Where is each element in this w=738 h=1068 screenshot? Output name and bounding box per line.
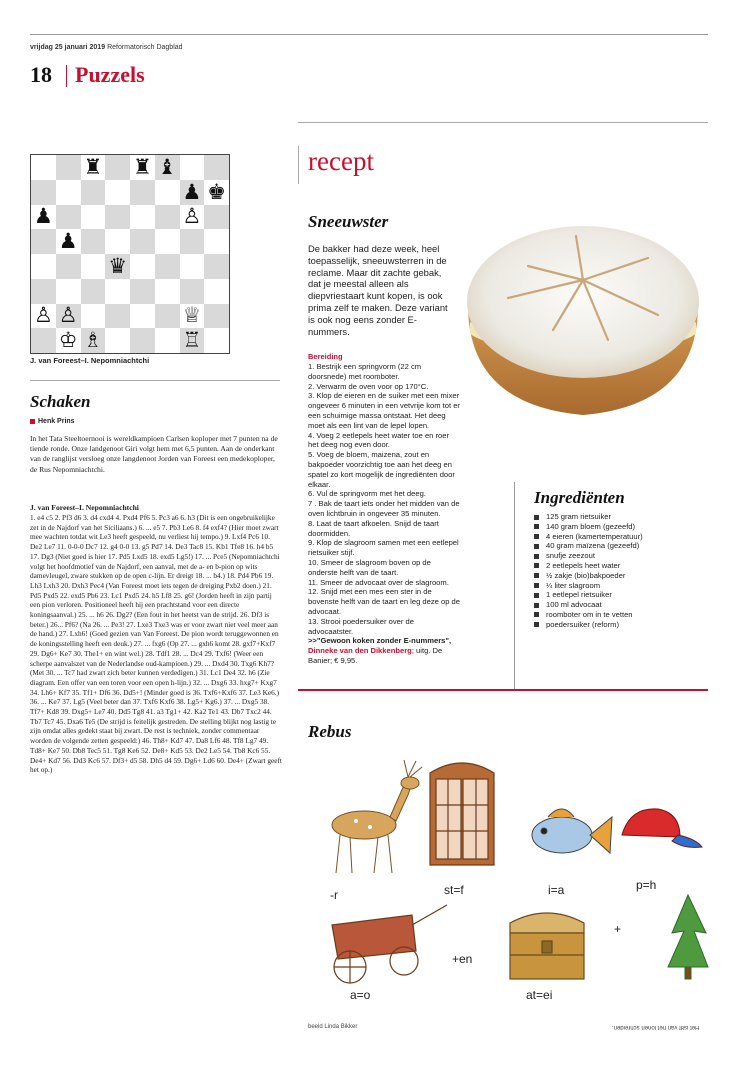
ingredient-item: poedersuiker (reform): [534, 620, 704, 630]
book-author: Dinneke van den Dikkenberg: [308, 645, 412, 655]
chess-board: [30, 154, 230, 354]
board-square: [130, 279, 155, 304]
author-marker: [30, 419, 35, 424]
board-square: [204, 155, 229, 180]
board-square: [56, 205, 81, 230]
image-credit: beeld Linda Bikker: [308, 1024, 358, 1030]
ingredient-item: 40 gram maïzena (gezeefd): [534, 541, 704, 551]
chess-author: [30, 418, 75, 425]
rebus-title: Rebus: [308, 722, 352, 741]
board-square: [130, 180, 155, 205]
tree-illustration: [668, 895, 708, 979]
header-divider: [66, 65, 67, 87]
book-publisher: ; uitg. De Banier; € 9,95.: [308, 645, 443, 665]
ingredient-item: ½ zakje (bio)bakpoeder: [534, 571, 704, 581]
chess-piece: ♟: [31, 205, 56, 230]
rebus-label-6: a=o: [350, 988, 371, 1002]
board-square: [81, 304, 106, 329]
ingredient-item: 100 ml advocaat: [534, 600, 704, 610]
chest-illustration: [510, 913, 584, 979]
board-square: [105, 205, 130, 230]
board-square: [204, 254, 229, 279]
top-rule: [30, 34, 708, 35]
section-title: Puzzels: [75, 62, 145, 87]
chess-piece: ♗: [81, 328, 106, 353]
author-name: Henk Prins: [38, 418, 75, 425]
board-square: [155, 254, 180, 279]
board-square: [130, 304, 155, 329]
ingredient-item: 125 gram rietsuiker: [534, 512, 704, 522]
game-title: J. van Foreest–I. Nepomniachtchi: [30, 503, 139, 512]
rebus-label-5: +en: [452, 952, 473, 966]
board-square: [155, 229, 180, 254]
board-square: [130, 205, 155, 230]
chess-piece: ♜: [130, 155, 155, 180]
chess-piece: ♙: [31, 304, 56, 329]
board-square: [180, 155, 205, 180]
recipe-kicker: recept: [308, 146, 374, 176]
rebus-label-4: p=h: [636, 878, 657, 892]
board-square: [105, 279, 130, 304]
dateline: [30, 44, 183, 51]
ingredient-item: roomboter om in te vetten: [534, 610, 704, 620]
board-square: [105, 304, 130, 329]
board-square: [31, 328, 56, 353]
chess-title: Schaken: [30, 392, 91, 411]
deer-illustration: [332, 760, 422, 873]
ingredient-item: 140 gram bloem (gezeefd): [534, 522, 704, 532]
chess-piece: ♟: [56, 229, 81, 254]
board-square: [130, 229, 155, 254]
rebus-label-2: st=f: [444, 883, 464, 897]
board-square: [204, 229, 229, 254]
ingredients-list: [534, 512, 704, 630]
board-square: [105, 229, 130, 254]
chess-rule: [30, 380, 280, 381]
board-square: [81, 229, 106, 254]
cabinet-illustration: [430, 763, 494, 865]
board-square: [180, 229, 205, 254]
book-title: >>"Gewoon koken zonder E-nummers",: [308, 636, 452, 645]
board-caption: J. van Foreest–I. Nepomniachtchi: [30, 356, 150, 365]
board-square: [105, 155, 130, 180]
board-square: [56, 180, 81, 205]
chess-piece: ♛: [105, 254, 130, 279]
recipe-intro: De bakker had deze week, heel toepasselijk, sneeuwsterren in de reclame. Maar dit zachte gebak, dat je meestal alleen als diepvriestaart kunt kopen, is ook prima zelf te maken. Deze variant is ook nog eens zonder E-nummers.: [308, 243, 448, 337]
board-square: [204, 279, 229, 304]
rebus-label-8: +: [614, 922, 622, 936]
ingredient-item: 2 eetlepels heet water: [534, 561, 704, 571]
chess-piece: ♟: [180, 180, 205, 205]
board-square: [130, 328, 155, 353]
cap-illustration: [622, 809, 702, 848]
recipe-steps: 1. Bestrijk een springvorm (22 cm doorsnede) met roomboter. 2. Verwarm de oven voor op 170°C. 3. Klop de eieren en de suiker met een mixer ongeveer 6 minuten in een vetvrije kom tot er een schuimige massa ontstaat. Het deeg moet als een lint van de lepel lopen. 4. Voeg 2 eetlepels heet water toe en roer het deeg nog even door. 5. Voeg de bloem, maizena, zout en bakpoeder voorzichtig toe aan het deeg en spatel zo kort mogelijk de ingrediënten door elkaar. 6. Vul de springvorm met het deeg. 7 . Bak de taart iets onder het midden van de oven lichtbruin in ongeveer 35 minuten. 8. Laat de taart afkoelen. Snijd de taart doormidden. 9. Klop de slagroom samen met een eetlepel rietsuiker stijf. 10. Smeer de slagroom boven op de onderste helft van de taart. 11. Smeer de advocaat over de slagroom. 12. Snijd met een mes een ster in de bovenste helft van de taart en leg deze op de advocaat. 13. Strooi poedersuiker over de advocaatster.: [308, 362, 460, 636]
board-square: [105, 328, 130, 353]
rebus-label-7: at=ei: [526, 988, 553, 1002]
cake-top: [467, 226, 699, 378]
board-square: [81, 180, 106, 205]
board-square: [105, 180, 130, 205]
wagon-illustration: [332, 905, 447, 983]
board-square: [81, 279, 106, 304]
page-number: 18: [30, 62, 52, 87]
board-square: [81, 205, 106, 230]
date: vrijdag 25 januari 2019: [30, 44, 106, 51]
ingredient-item: ¼ liter slagroom: [534, 581, 704, 591]
board-square: [180, 254, 205, 279]
ingredients-title: Ingrediënten: [534, 488, 625, 507]
board-square: [56, 254, 81, 279]
board-square: [155, 180, 180, 205]
chess-piece: ♖: [180, 328, 205, 353]
board-square: [31, 155, 56, 180]
board-square: [155, 205, 180, 230]
board-square: [180, 279, 205, 304]
cake-photo: [458, 210, 708, 425]
board-square: [31, 180, 56, 205]
board-square: [56, 155, 81, 180]
recipe-bottom-rule: [298, 689, 708, 691]
board-square: [204, 205, 229, 230]
rebus-label-3: i=a: [548, 883, 565, 897]
chess-piece: ♝: [155, 155, 180, 180]
paper-name: Reformatorisch Dagblad: [107, 44, 183, 51]
board-square: [204, 304, 229, 329]
book-credit: [308, 636, 468, 665]
ingredient-item: snufje zeezout: [534, 551, 704, 561]
board-square: [31, 254, 56, 279]
board-square: [31, 279, 56, 304]
chess-piece: ♚: [204, 180, 229, 205]
steps-heading: Bereiding: [308, 352, 343, 361]
fish-illustration: [532, 809, 612, 853]
recipe-title: Sneeuwster: [308, 212, 389, 231]
rebus-label-1: -r: [330, 888, 338, 902]
chess-piece: ♜: [81, 155, 106, 180]
board-square: [155, 304, 180, 329]
chess-piece: ♕: [180, 304, 205, 329]
ingredient-item: 4 eieren (kamertemperatuur): [534, 532, 704, 542]
chess-piece: ♔: [56, 328, 81, 353]
board-square: [155, 328, 180, 353]
chess-piece: ♙: [180, 205, 205, 230]
chess-piece: ♙: [56, 304, 81, 329]
ingredient-item: 1 eetlepel rietsuiker: [534, 590, 704, 600]
board-square: [56, 279, 81, 304]
upside-down-note: Het is8f van het lonen schreiden.: [612, 1024, 700, 1030]
board-square: [81, 254, 106, 279]
chess-intro: In het Tata Steeltoernooi is wereldkampioen Carlsen koploper met 7 punten na de tiende ronde. Onze landgenoot Giri volgt hem met 6,5 punten. Aan de onderkant van de ranglijst versloeg onze langdenoot Jorden van Foreest een medekoploper, de Rus Nepomniachtchi.: [30, 434, 278, 474]
board-square: [31, 229, 56, 254]
recipe-top-rule: [298, 122, 708, 123]
board-square: [130, 254, 155, 279]
recipe-vertical-rule: [298, 146, 299, 184]
game-moves: 1. e4 c5 2. Pf3 d6 3. d4 cxd4 4. Pxd4 Pf6 5. Pc3 a6 6. h3 (Dit is een ongebruikelijke zet in de Najdorf van het Siciliaans.) 6. ... e5 7. Pb3 Le6 8. f4 exf4? (Hier moet zwart mee wachten totdat wit Le3 heeft gespeeld, nu verliest hij tempo.) 9. Lxf4 Pc6 10. De2 Le7 11. 0-0-0 Dc7 12. g4 0-0 13. g5 Pd7 14. De3 Tac8 15. Kb1 Tfe8 16. h4 b5 17. Dg3 (Niet goed is hier 17. Pd5 Lxd5 18. exd5 Lg5!) 17. ... Pce5 (Nepomniachtchi volgt het hoofdmotief van de Najdorf, een aanval, met de a- en b-pion op wits damevleugel, zware stukken op de open c-lijn. Er dreigt 18. ... b4.) 18. Pd4 Pb6 19. Lh3 Lxh3 20. Dxh3 Pec4 (Van Foreest moet iets tegen de dreiging Pxb2 doen.) 21. Pd5 Pxd5 22. exd5 Pb6 23. Lc1 Pxd5 24. h5 Lf8 25. g6! (Jorden heeft in zijn partij een pion verloren. Positioneel heeft hij een prachtstand voor een directe koningsaanval.) 25. ... h6 26. Dg2? (Een fout in het heetst van de strijd. 26. Df3 is beter.) 26... Pf6? (Na 26. ... Pe3! 27. Lxe3 Txe3 was er voor zwart niet veel meer aan de hand.) 27. Lxh6! (Goed gezien van Van Foreest. De pion wordt teruggewonnen en de koningsstelling heeft een deuk.) 27. ... fxg6 (Op 27. ... gxh6 komt 28. gxf7+Kxf7 29. Dg6+ Ke7 30. The1+ en wint wel.) 28. Tdf1 28. ... Dc4 29. Txf6! (Weer een scherpe aanvalszet van de Nederlandse oud-kampioen.) 29. ... Dxd4 30. Txg6 Kh7? (Met 30. ... Tc7 had zwart zich beter kunnen verdedigen.) 31. Lc1 De4 32. h6 (Zie diagram. Een offer van een toren voor een open h-lijn.) 32. ... Dxg6 33. hxg7+ Kxg7 34. Lh6+ Kf7 35. Tf1+ Df6 36. Dd5+! (Minder goed is 36. Txf6+Kxf6 37. Le3 Ke6.) 36. ... Ke7 37. Lg5 (Veel beter dan 37. Txf6 Kxf6 38. Lg5+ Kg6.) 37. ... Dxg5 38. Tf7+ Kd8 39. Dxg5+ Le7 40. Dd5 Tg8 41. a3 Tg1+ 42. Ka2 Te1 43. Db7 Txc2 44. Tb7 Tc7 45. Dxa6 Te5 (De strijd is feitelijk gestreden. De stelling blijkt nog lastig te zijn omdat alles gedekt staat bij zwart. De rest is techniek, zonder commentaar worden de volgende zetten gespeeld:) 46. Th8+ Kd7 47. Da8 Lf6 48. Tf8 Lg7 49. Td8+ Ke7 50. Db8 Tec5 51. Tg8 Ke6 52. De8+ Kd5 53. De2 Le5 54. Tb8 Kc6 55. De4+ Kd7 56. Dd3 Kc6 57. Df3+ d5 58. Dh5 d4 59. Dg6+ Ld6 60. De4+ (Zwart geeft het op.): [30, 513, 282, 775]
board-square: [155, 279, 180, 304]
board-square: [204, 328, 229, 353]
